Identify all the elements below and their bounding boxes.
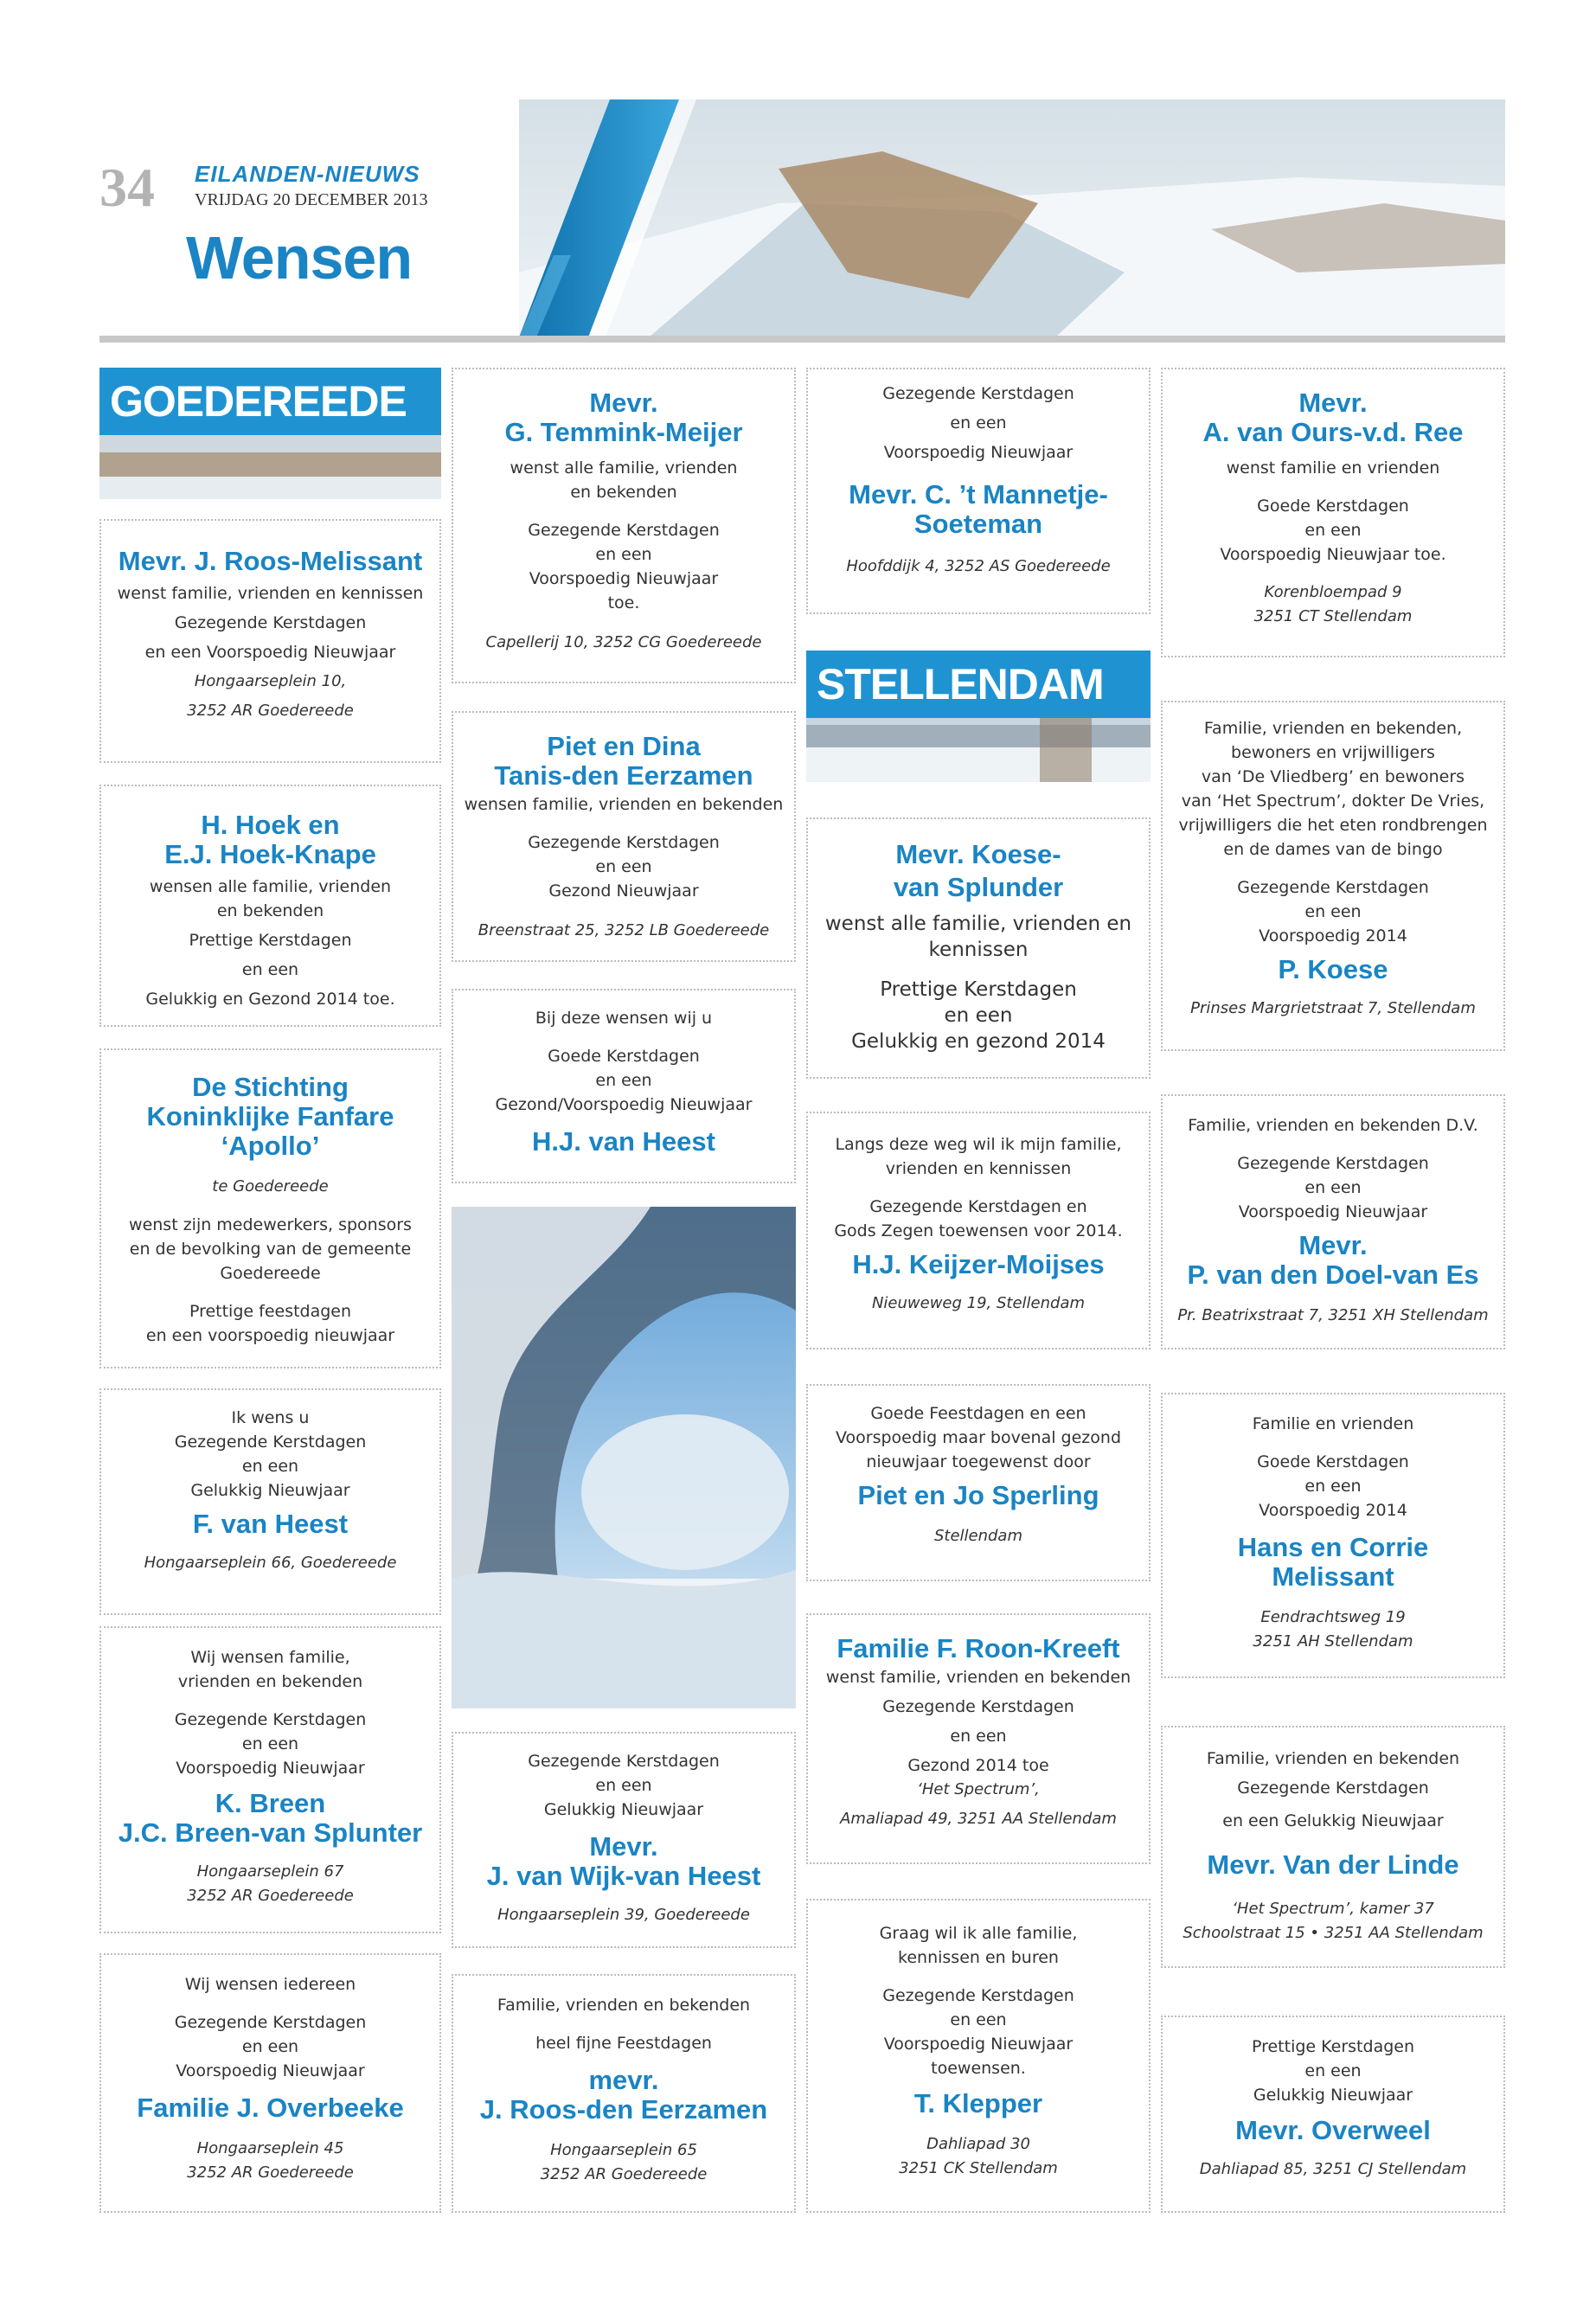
card-name: De Stichting bbox=[192, 1072, 349, 1102]
card-text: Gezegende Kerstdagen bbox=[528, 521, 720, 540]
card-address: Dahliapad 85, 3251 CJ Stellendam bbox=[1199, 2160, 1467, 2178]
card-name: Soeteman bbox=[913, 509, 1043, 539]
card-text: en een bbox=[241, 960, 299, 979]
winter-landscape-photo bbox=[519, 99, 1505, 337]
card-text: Wij wensen iedereen bbox=[184, 1975, 356, 1994]
card-text: kennissen en buren bbox=[898, 1948, 1059, 1967]
card-address: 3252 AR Goedereede bbox=[187, 2163, 354, 2182]
card-name: Hans en Corrie bbox=[1237, 1532, 1429, 1562]
card-text: en een bbox=[1304, 1178, 1362, 1197]
card-name: P. van den Doel-van Es bbox=[1187, 1259, 1479, 1290]
wish-card-tanis bbox=[452, 711, 796, 962]
wish-card-klepper bbox=[806, 1899, 1151, 2213]
wish-card-overweel bbox=[1161, 2016, 1505, 2213]
card-text: Voorspoedig Nieuwjaar toe. bbox=[1220, 545, 1446, 564]
card-address: 3252 AR Goedereede bbox=[187, 702, 354, 720]
wish-card-roon-kreeft bbox=[806, 1613, 1151, 1864]
card-text: Gezegende Kerstdagen en bbox=[869, 1197, 1087, 1216]
card-text: Prettige feestdagen bbox=[189, 1302, 352, 1321]
wish-card-hans-corrie bbox=[1161, 1393, 1505, 1678]
card-text: en een voorspoedig nieuwjaar bbox=[145, 1326, 395, 1345]
wish-card-koese-van-splunder bbox=[806, 817, 1151, 1079]
card-address: Hoofddijk 4, 3252 AS Goedereede bbox=[846, 557, 1111, 575]
card-text: Familie en vrienden bbox=[1252, 1414, 1414, 1433]
card-address: Stellendam bbox=[933, 1527, 1023, 1545]
card-name: F. van Heest bbox=[192, 1509, 349, 1539]
card-text: wensen alle familie, vrienden bbox=[149, 877, 392, 896]
card-text: Familie, vrienden en bekenden, bbox=[1203, 719, 1463, 738]
card-name: E.J. Hoek-Knape bbox=[164, 839, 376, 869]
card-address: Hongaarseplein 10, bbox=[194, 672, 347, 690]
card-text: en een bbox=[595, 1776, 652, 1795]
card-name: Mevr. C. ’t Mannetje- bbox=[849, 479, 1108, 510]
card-text: Goedereede bbox=[220, 1264, 321, 1283]
card-text: van ‘De Vliedberg’ en bewoners bbox=[1201, 767, 1465, 786]
card-text: en een bbox=[944, 1004, 1013, 1027]
reed-photo bbox=[99, 435, 441, 499]
card-name: A. van Ours-v.d. Ree bbox=[1202, 417, 1464, 447]
card-text: en een bbox=[241, 1734, 299, 1753]
card-text: Prettige Kerstdagen bbox=[1251, 2037, 1415, 2056]
card-text: Voorspoedig 2014 bbox=[1259, 926, 1407, 945]
card-name: ‘Apollo’ bbox=[221, 1131, 320, 1161]
wish-card-fanfare-apollo bbox=[99, 1048, 441, 1368]
wish-card-hoek bbox=[99, 785, 441, 1027]
card-text: Gelukkig Nieuwjaar bbox=[190, 1481, 350, 1500]
card-address: 3252 AR Goedereede bbox=[187, 1887, 354, 1905]
card-text: en een bbox=[950, 2010, 1007, 2029]
card-address: 3251 CK Stellendam bbox=[899, 2159, 1058, 2177]
card-text: nieuwjaar toegewenst door bbox=[866, 1452, 1091, 1471]
card-text: Gezond 2014 toe bbox=[907, 1756, 1049, 1775]
card-text: en een bbox=[1304, 902, 1362, 921]
wish-card-p-koese bbox=[1161, 701, 1505, 1051]
card-address: Capellerij 10, 3252 CG Goedereede bbox=[485, 633, 762, 651]
card-text: Gezegende Kerstdagen bbox=[1237, 1154, 1429, 1173]
card-address: Hongaarseplein 39, Goedereede bbox=[497, 1906, 750, 1924]
card-name: J. van Wijk-van Heest bbox=[486, 1861, 761, 1891]
card-text: Goede Kerstdagen bbox=[1257, 497, 1409, 516]
card-name: J.C. Breen-van Splunter bbox=[118, 1817, 423, 1848]
card-text: Gezegende Kerstdagen bbox=[528, 1752, 720, 1771]
wish-card-overbeeke bbox=[99, 1953, 441, 2213]
card-text: Voorspoedig Nieuwjaar bbox=[176, 2061, 365, 2080]
card-address: Amaliapad 49, 3251 AA Stellendam bbox=[840, 1810, 1117, 1828]
card-text: Gezegende Kerstdagen bbox=[528, 833, 720, 852]
card-address: Hongaarseplein 45 bbox=[196, 2139, 344, 2157]
card-text: Familie, vrienden en bekenden D.V. bbox=[1188, 1116, 1478, 1135]
card-text: Gezond/Voorspoedig Nieuwjaar bbox=[495, 1095, 753, 1114]
card-text: Gezegende Kerstdagen bbox=[174, 1433, 367, 1452]
card-name: Mevr. bbox=[589, 1831, 658, 1862]
card-text: en een bbox=[241, 1457, 299, 1476]
wish-card-f-van-heest bbox=[99, 1388, 441, 1615]
card-text: en bekenden bbox=[570, 483, 677, 502]
card-text: Voorspoedig Nieuwjaar bbox=[1238, 1202, 1428, 1221]
wish-card-roos-den-eerzamen bbox=[452, 1974, 796, 2213]
card-text: en een bbox=[950, 1727, 1007, 1746]
card-text: wenst familie, vrienden en bekenden bbox=[825, 1668, 1131, 1687]
section-stellendam-title: STELLENDAM bbox=[806, 651, 1151, 718]
card-name: Mevr. bbox=[589, 388, 658, 418]
card-address: Dahliapad 30 bbox=[926, 2135, 1030, 2153]
card-text: van ‘Het Spectrum’, dokter De Vries, bbox=[1181, 792, 1485, 811]
card-name: T. Klepper bbox=[913, 2088, 1043, 2118]
card-text: Prettige Kerstdagen bbox=[880, 978, 1077, 1001]
card-text: Familie, vrienden en bekenden bbox=[1206, 1749, 1460, 1768]
card-text: en een bbox=[950, 413, 1007, 433]
card-text: en een bbox=[595, 545, 652, 564]
card-address: 3251 AH Stellendam bbox=[1253, 1632, 1413, 1650]
card-address: Korenbloempad 9 bbox=[1264, 583, 1402, 601]
wish-card-keijzer-moijses bbox=[806, 1112, 1151, 1349]
snowy-tree-photo bbox=[452, 1207, 796, 1708]
card-text: en bekenden bbox=[216, 901, 324, 920]
wish-card-breen bbox=[99, 1626, 441, 1933]
card-text: Gezegende Kerstdagen bbox=[174, 613, 367, 632]
section-title: Wensen bbox=[186, 224, 413, 292]
card-name: Mevr. Van der Linde bbox=[1207, 1849, 1459, 1880]
section-stellendam bbox=[806, 651, 1151, 782]
card-text: Gezegende Kerstdagen bbox=[882, 1697, 1074, 1716]
card-name: Familie J. Overbeeke bbox=[137, 2093, 404, 2123]
card-text: toewensen. bbox=[931, 2059, 1026, 2078]
card-text: wensen familie, vrienden en bekenden bbox=[464, 795, 784, 814]
card-text: toe. bbox=[607, 593, 640, 612]
card-text: Ik wens u bbox=[231, 1408, 310, 1427]
card-text: Gelukkig en gezond 2014 bbox=[851, 1030, 1106, 1053]
card-text: en een bbox=[241, 2037, 299, 2056]
card-text: heel fijne Feestdagen bbox=[535, 2034, 712, 2053]
card-text: vrienden en bekenden bbox=[177, 1672, 363, 1691]
section-goedereede bbox=[99, 368, 441, 499]
card-text: Gelukkig Nieuwjaar bbox=[543, 1800, 704, 1819]
card-address: Hongaarseplein 67 bbox=[196, 1862, 344, 1881]
card-name: Familie F. Roon-Kreeft bbox=[836, 1633, 1120, 1663]
card-text: en de dames van de bingo bbox=[1223, 840, 1443, 859]
card-text: Voorspoedig Nieuwjaar bbox=[883, 443, 1074, 462]
card-text: en een bbox=[1304, 521, 1362, 540]
card-name: H.J. Keijzer-Moijses bbox=[852, 1249, 1105, 1279]
card-text: wenst familie en vrienden bbox=[1226, 458, 1440, 478]
card-name: P. Koese bbox=[1278, 954, 1388, 984]
card-name: K. Breen bbox=[215, 1788, 326, 1818]
card-text: Gezegende Kerstdagen bbox=[174, 1710, 367, 1729]
wish-card-van-ours bbox=[1161, 368, 1505, 657]
card-text: Gelukkig en Gezond 2014 toe. bbox=[145, 990, 395, 1009]
card-text: Gezegende Kerstdagen bbox=[882, 384, 1074, 403]
card-text: Gods Zegen toewensen voor 2014. bbox=[834, 1221, 1123, 1240]
card-address: Hongaarseplein 66, Goedereede bbox=[144, 1554, 397, 1572]
card-text: Prettige Kerstdagen bbox=[189, 931, 352, 950]
card-name: Mevr. J. Roos-Melissant bbox=[118, 546, 423, 576]
card-text: wenst alle familie, vrienden bbox=[510, 458, 738, 478]
card-text: vrienden en kennissen bbox=[885, 1159, 1072, 1178]
card-text: Goede Feestdagen en een bbox=[870, 1404, 1086, 1423]
card-text: en een Voorspoedig Nieuwjaar bbox=[144, 643, 396, 662]
card-text: wenst alle familie, vrienden en bbox=[824, 913, 1132, 935]
card-address: 3252 AR Goedereede bbox=[540, 2165, 708, 2183]
wish-card-roos-melissant bbox=[99, 519, 441, 763]
card-text: en de bevolking van de gemeente bbox=[129, 1240, 412, 1259]
card-text: wenst zijn medewerkers, sponsors bbox=[129, 1215, 412, 1234]
card-text: en een bbox=[1304, 1477, 1362, 1496]
card-text: Gezegende Kerstdagen bbox=[1237, 878, 1429, 897]
wish-card-van-wijk bbox=[452, 1732, 796, 1948]
card-name: Tanis-den Eerzamen bbox=[494, 760, 753, 791]
card-address: ‘Het Spectrum’, kamer 37 bbox=[1232, 1900, 1434, 1918]
card-name: van Splunder bbox=[893, 872, 1064, 902]
card-name: H.J. van Heest bbox=[532, 1126, 715, 1157]
card-text: bewoners en vrijwilligers bbox=[1231, 743, 1435, 762]
card-text: Wij wensen familie, bbox=[190, 1648, 350, 1667]
wish-card-hj-van-heest bbox=[452, 989, 796, 1183]
card-name: Mevr. bbox=[1298, 388, 1368, 418]
card-text: Langs deze weg wil ik mijn familie, bbox=[835, 1135, 1122, 1154]
card-name: mevr. bbox=[588, 2065, 659, 2095]
card-address: Nieuweweg 19, Stellendam bbox=[871, 1294, 1086, 1312]
card-text: Gezegende Kerstdagen bbox=[174, 2013, 367, 2032]
card-place: te Goedereede bbox=[212, 1177, 329, 1195]
card-text: kennissen bbox=[928, 939, 1029, 961]
card-address: Pr. Beatrixstraat 7, 3251 XH Stellendam bbox=[1177, 1306, 1489, 1324]
card-address: Hongaarseplein 65 bbox=[550, 2141, 697, 2159]
card-text: Gezegende Kerstdagen bbox=[882, 1986, 1074, 2005]
card-text: Bij deze wensen wij u bbox=[535, 1009, 713, 1028]
card-name: G. Temmink-Meijer bbox=[504, 417, 743, 447]
card-address: Prinses Margrietstraat 7, Stellendam bbox=[1190, 999, 1476, 1017]
card-text: Voorspoedig maar bovenal gezond bbox=[835, 1428, 1121, 1447]
card-text: Voorspoedig Nieuwjaar bbox=[529, 569, 719, 588]
card-text: Voorspoedig 2014 bbox=[1259, 1501, 1407, 1520]
card-text: Gezond Nieuwjaar bbox=[548, 881, 699, 901]
card-name: Mevr. bbox=[1298, 1230, 1368, 1260]
card-text: Gelukkig Nieuwjaar bbox=[1253, 2086, 1413, 2105]
wish-card-sperling bbox=[806, 1384, 1151, 1581]
card-text: Gezegende Kerstdagen bbox=[1237, 1779, 1429, 1798]
header-rule bbox=[99, 336, 1505, 343]
card-name: Mevr. Koese- bbox=[895, 839, 1061, 869]
page-number: 34 bbox=[99, 157, 155, 218]
card-name: Melissant bbox=[1272, 1561, 1394, 1592]
card-text: Familie, vrienden en bekenden bbox=[497, 1996, 751, 2015]
card-address: ‘Het Spectrum’, bbox=[917, 1780, 1040, 1798]
card-name: Mevr. Overweel bbox=[1235, 2115, 1431, 2145]
card-text: Voorspoedig Nieuwjaar bbox=[883, 2035, 1074, 2054]
card-name: Piet en Dina bbox=[547, 731, 701, 761]
snowy-gate-photo bbox=[806, 718, 1151, 782]
card-text: wenst familie, vrienden en kennissen bbox=[117, 584, 424, 603]
card-text: vrijwilligers die het eten rondbrengen bbox=[1178, 816, 1488, 835]
card-name: Piet en Jo Sperling bbox=[857, 1480, 1099, 1510]
card-text: Graag wil ik alle familie, bbox=[879, 1924, 1078, 1943]
card-text: Goede Kerstdagen bbox=[548, 1047, 700, 1066]
card-address: Schoolstraat 15 • 3251 AA Stellendam bbox=[1183, 1924, 1484, 1942]
newspaper-name: EILANDEN-NIEUWS bbox=[195, 161, 420, 187]
wish-card-van-der-linde bbox=[1161, 1726, 1505, 1968]
card-text: Voorspoedig Nieuwjaar bbox=[176, 1759, 365, 1778]
wish-card-van-den-doel bbox=[1161, 1094, 1505, 1349]
card-text: en een bbox=[595, 857, 652, 876]
issue-date: VRIJDAG 20 DECEMBER 2013 bbox=[195, 190, 428, 209]
card-address: Eendrachtsweg 19 bbox=[1260, 1608, 1406, 1626]
card-text: en een bbox=[1304, 2061, 1362, 2080]
card-address: 3251 CT Stellendam bbox=[1253, 607, 1413, 625]
card-text: en een bbox=[595, 1071, 652, 1090]
card-name: Koninklijke Fanfare bbox=[146, 1101, 394, 1131]
card-name: J. Roos-den Eerzamen bbox=[479, 2094, 768, 2125]
card-text: en een Gelukkig Nieuwjaar bbox=[1222, 1811, 1444, 1830]
wish-card-t-mannetje bbox=[806, 368, 1151, 614]
card-text: Goede Kerstdagen bbox=[1257, 1452, 1409, 1471]
section-goedereede-title: GOEDEREEDE bbox=[99, 368, 441, 435]
card-address: Breenstraat 25, 3252 LB Goedereede bbox=[478, 921, 770, 939]
wish-card-temmink-meijer bbox=[452, 368, 796, 683]
card-name: H. Hoek en bbox=[201, 810, 340, 840]
